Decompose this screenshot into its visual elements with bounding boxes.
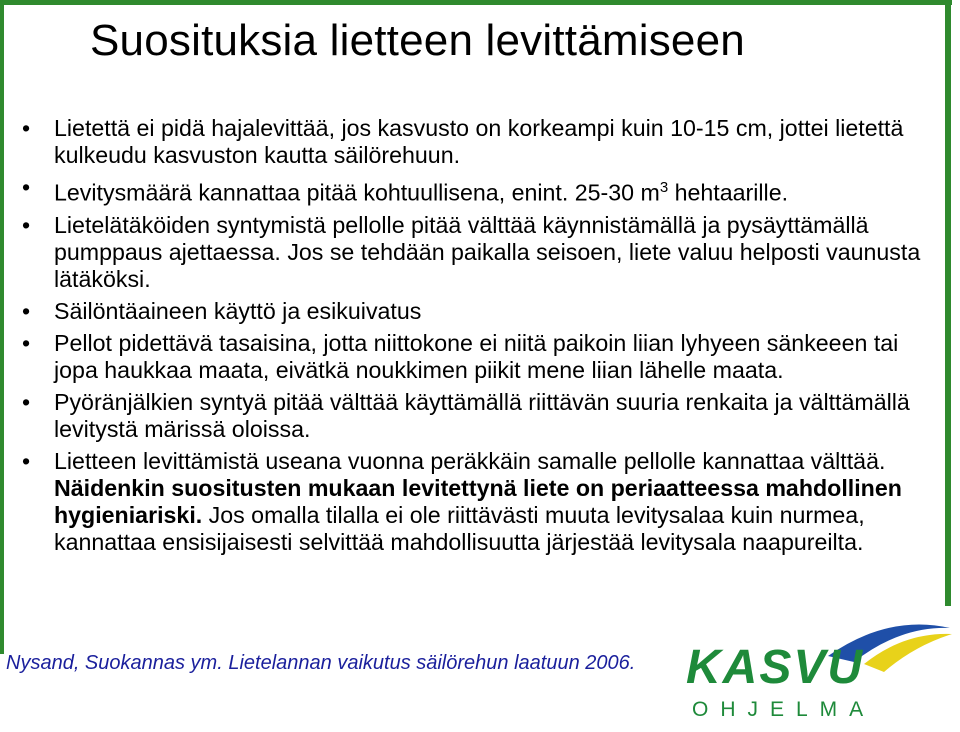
list-item [22,298,932,325]
logo-main-text: KASVU [686,641,865,694]
bullet-icon: • [22,329,31,356]
superscript: 3 [659,179,669,196]
bullet-icon: • [22,115,31,141]
bullet-icon: • [22,211,31,238]
list-item-text: Lietettä ei pidä hajalevittää, jos kasvusto on korkeampi kuin 10-15 cm, jottei lietettä kulkeudu kasvuston kautta säilörehuun. [54,115,904,168]
list-item [22,330,932,384]
bullet-icon: • [22,174,31,200]
list-item-text-end: Jos omalla tilalla ei ole riittävästi muuta levitysalaa kuin nurmea, kannattaa ensisijaisesti selvittää mahdollisuutta järjestää levitysala naapureilta. [54,501,865,555]
frame-top-border [0,0,952,5]
list-item [22,448,932,556]
bullet-icon: • [22,388,31,415]
list-item-text: Säilöntäaineen käyttö ja esikuivatus [54,297,422,324]
list-item-text: Pyöränjälkien syntyä pitää välttää käyttämällä riittävän suuria renkaita ja välttämällä levitystä märissä oloissa. [54,388,910,442]
list-item-text: Lietteen levittämistä useana vuonna peräkkäin samalle pellolle kannattaa välttää. [54,447,886,474]
list-item-text: Pellot pidettävä tasaisina, jotta niittokone ei niitä paikoin liian lyhyeen sänkeeen tai jopa haukkaa maata, eivätkä noukkimen piikit mene liian lähelle maata. [54,329,899,383]
list-item-text: Levitysmäärä kannattaa pitää kohtuullisena, enint. 25-30 m [54,179,660,206]
list-item-text: Lietelätäköiden syntymistä pellolle pitää välttää käynnistämällä ja pysäyttämällä pumppaus ajettaessa. Jos se tehdään paikalla seisoen, liete valuu helposti vaunusta lätäköksi. [54,211,921,292]
bullet-icon: • [22,447,31,474]
list-item [22,389,932,443]
list-item-text-end: hehtaarille. [668,179,789,206]
list-item-bold-text: Näidenkin suositusten mukaan levitettynä liete on periaatteessa mahdollinen hygieniariski. [54,474,902,528]
logo-sub-text: OHJELMA [692,698,876,721]
kasvu-ohjelma-logo [678,606,956,732]
frame-left-border [0,0,4,654]
list-item [22,115,932,169]
list-item [22,174,932,207]
source-reference: Nysand, Suokannas ym. Lietelannan vaikutus säilörehun laatuun 2006. [6,652,636,674]
slide-title: Suosituksia lietteen levittämiseen [90,16,745,65]
bullet-icon: • [22,297,31,324]
frame-right-border [945,0,951,606]
list-item [22,212,932,293]
recommendation-list [22,115,932,561]
